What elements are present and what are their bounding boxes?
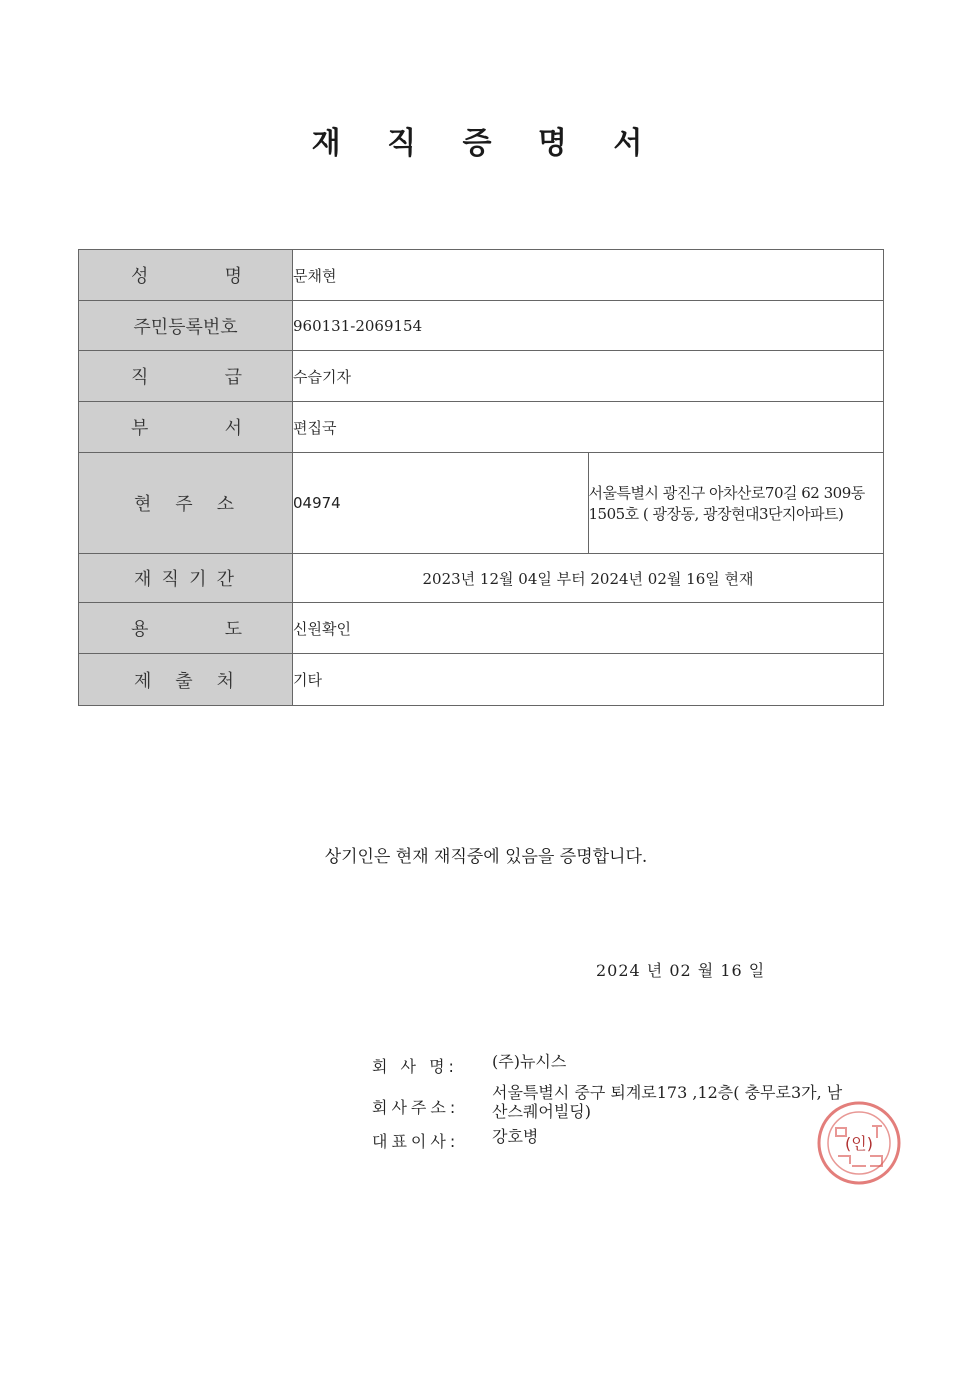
company-address-label: 회사주소: [372, 1098, 460, 1117]
table-row [79, 654, 884, 706]
ceo-label: 대표이사: [372, 1132, 460, 1151]
company-address-row [372, 1083, 872, 1121]
address-label: 현 주 소 [79, 453, 293, 554]
ceo-name: 강호병 [492, 1127, 539, 1146]
recipient-value: 기타 [293, 654, 884, 706]
table-row [79, 453, 884, 554]
company-info [372, 1052, 872, 1158]
purpose-value: 신원확인 [293, 603, 884, 654]
recipient-label: 제 출 처 [79, 654, 293, 706]
department-value: 편집국 [293, 402, 884, 453]
postal-code: 04974 [293, 453, 589, 554]
issue-date: 2024 년 02 월 16 일 [596, 961, 766, 980]
certification-statement: 상기인은 현재 재직중에 있음을 증명합니다. [324, 847, 648, 867]
employment-period-label: 재 직 기 간 [79, 554, 293, 603]
table-row [79, 554, 884, 603]
company-seal-icon [814, 1098, 904, 1188]
resident-number-label: 주민등록번호 [79, 301, 293, 351]
table-row [79, 301, 884, 351]
company-name-row [372, 1052, 872, 1077]
position-value: 수습기자 [293, 351, 884, 402]
department-label: 부 서 [79, 402, 293, 453]
table-row [79, 603, 884, 654]
table-row [79, 250, 884, 301]
name-label: 성 명 [79, 250, 293, 301]
company-name-label: 회 사 명: [372, 1057, 458, 1076]
table-row [79, 402, 884, 453]
company-name: (주)뉴시스 [492, 1052, 567, 1071]
position-label: 직 급 [79, 351, 293, 402]
resident-number-value: 960131-2069154 [293, 301, 884, 351]
employment-period-value: 2023년 12월 04일 부터 2024년 02월 16일 현재 [293, 554, 884, 603]
name-value: 문채현 [293, 250, 884, 301]
document-title: 재 직 증 명 서 [311, 126, 661, 161]
ceo-row [372, 1127, 872, 1152]
company-address: 서울특별시 중구 퇴계로173 ,12층( 충무로3가, 남산스퀘어빌딩) [492, 1083, 843, 1121]
seal-mark: (인) [845, 1134, 873, 1153]
table-row [79, 351, 884, 402]
info-table [78, 249, 884, 706]
purpose-label: 용 도 [79, 603, 293, 654]
address-value: 서울특별시 광진구 아차산로70길 62 309동 1505호 ( 광장동, 광장현대3단지아파트) [588, 453, 884, 554]
